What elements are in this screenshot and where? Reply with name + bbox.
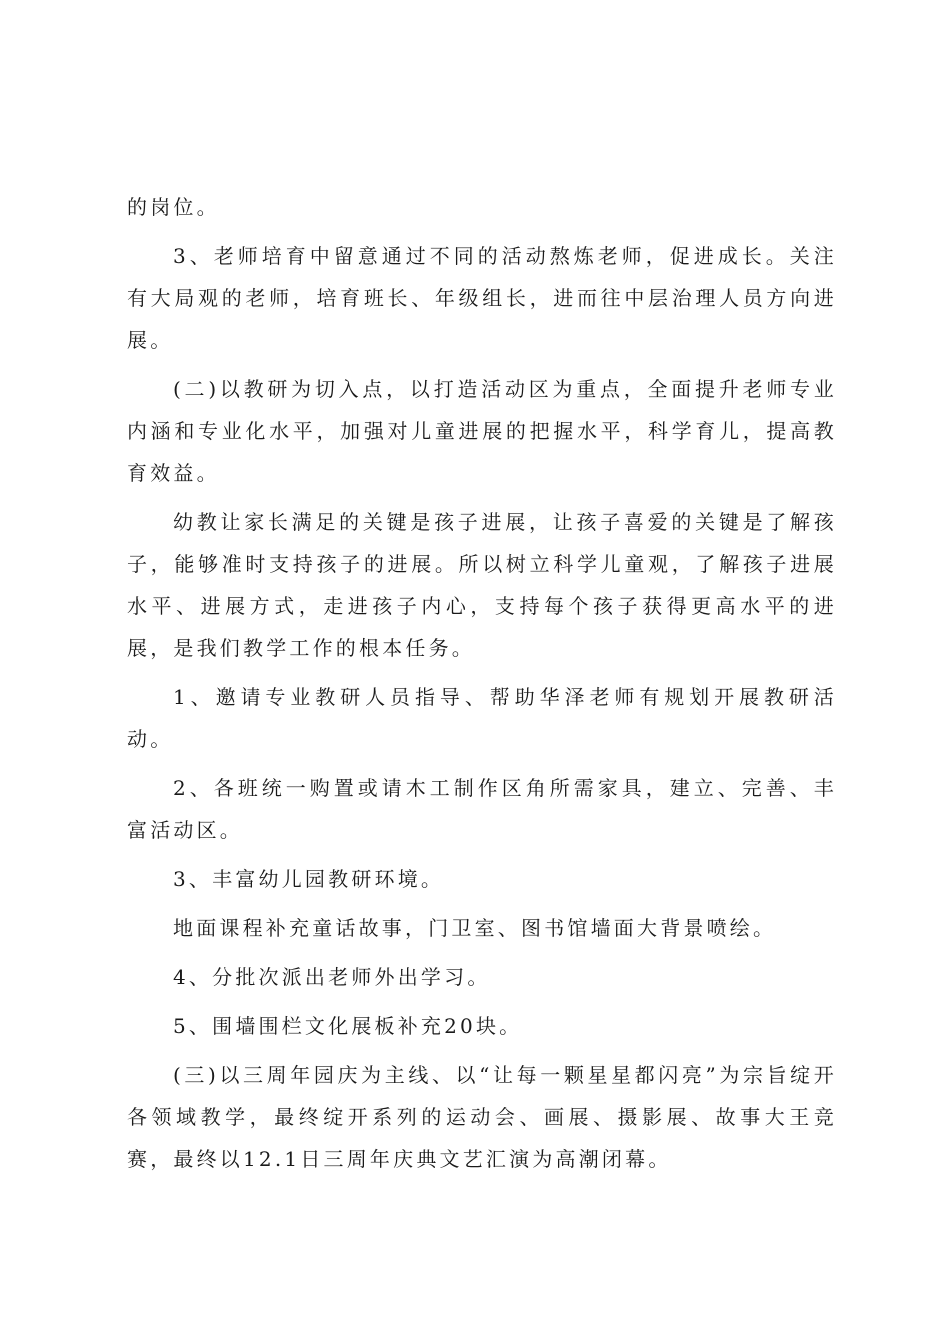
paragraph-item-3-environment: 3、丰富幼儿园教研环境。 [173, 867, 445, 891]
paragraph-item-1-invite: 1、邀请专业教研人员指导、帮助华泽老师有规划开展教研活动。 [127, 685, 837, 751]
document-body [127, 186, 837, 1187]
paragraph-preschool-key: 幼教让家长满足的关键是孩子进展，让孩子喜爱的关键是了解孩子，能够准时支持孩子的进展。所以树立科学儿童观，了解孩子进展水平、进展方式，走进孩子内心，支持每个孩子获得更高水平的进展，是我们教学工作的根本任务。 [127, 510, 837, 660]
paragraph-ground-curriculum: 地面课程补充童话故事，门卫室、图书馆墙面大背景喷绘。 [173, 916, 777, 940]
paragraph-item-5-boards: 5、围墙围栏文化展板补充20块。 [173, 1014, 523, 1038]
paragraph-section-3-heading: (三)以三周年园庆为主线、以“让每一颗星星都闪亮”为宗旨绽开各领域教学，最终绽开系列的运动会、画展、摄影展、故事大王竞赛，最终以12.1日三周年庆典文艺汇演为高潮闭幕。 [127, 1063, 837, 1171]
paragraph-item-4-study: 4、分批次派出老师外出学习。 [173, 965, 491, 989]
paragraph-item-2-furniture: 2、各班统一购置或请木工制作区角所需家具，建立、完善、丰富活动区。 [127, 776, 837, 842]
paragraph-continuation: 的岗位。 [127, 195, 220, 219]
paragraph-item-3-teacher-training: 3、老师培育中留意通过不同的活动熬炼老师，促进成长。关注有大局观的老师，培育班长、年级组长，进而往中层治理人员方向进展。 [127, 244, 837, 352]
paragraph-section-2-heading: (二)以教研为切入点，以打造活动区为重点，全面提升老师专业内涵和专业化水平，加强对儿童进展的把握水平，科学育儿，提高教育效益。 [127, 377, 837, 485]
